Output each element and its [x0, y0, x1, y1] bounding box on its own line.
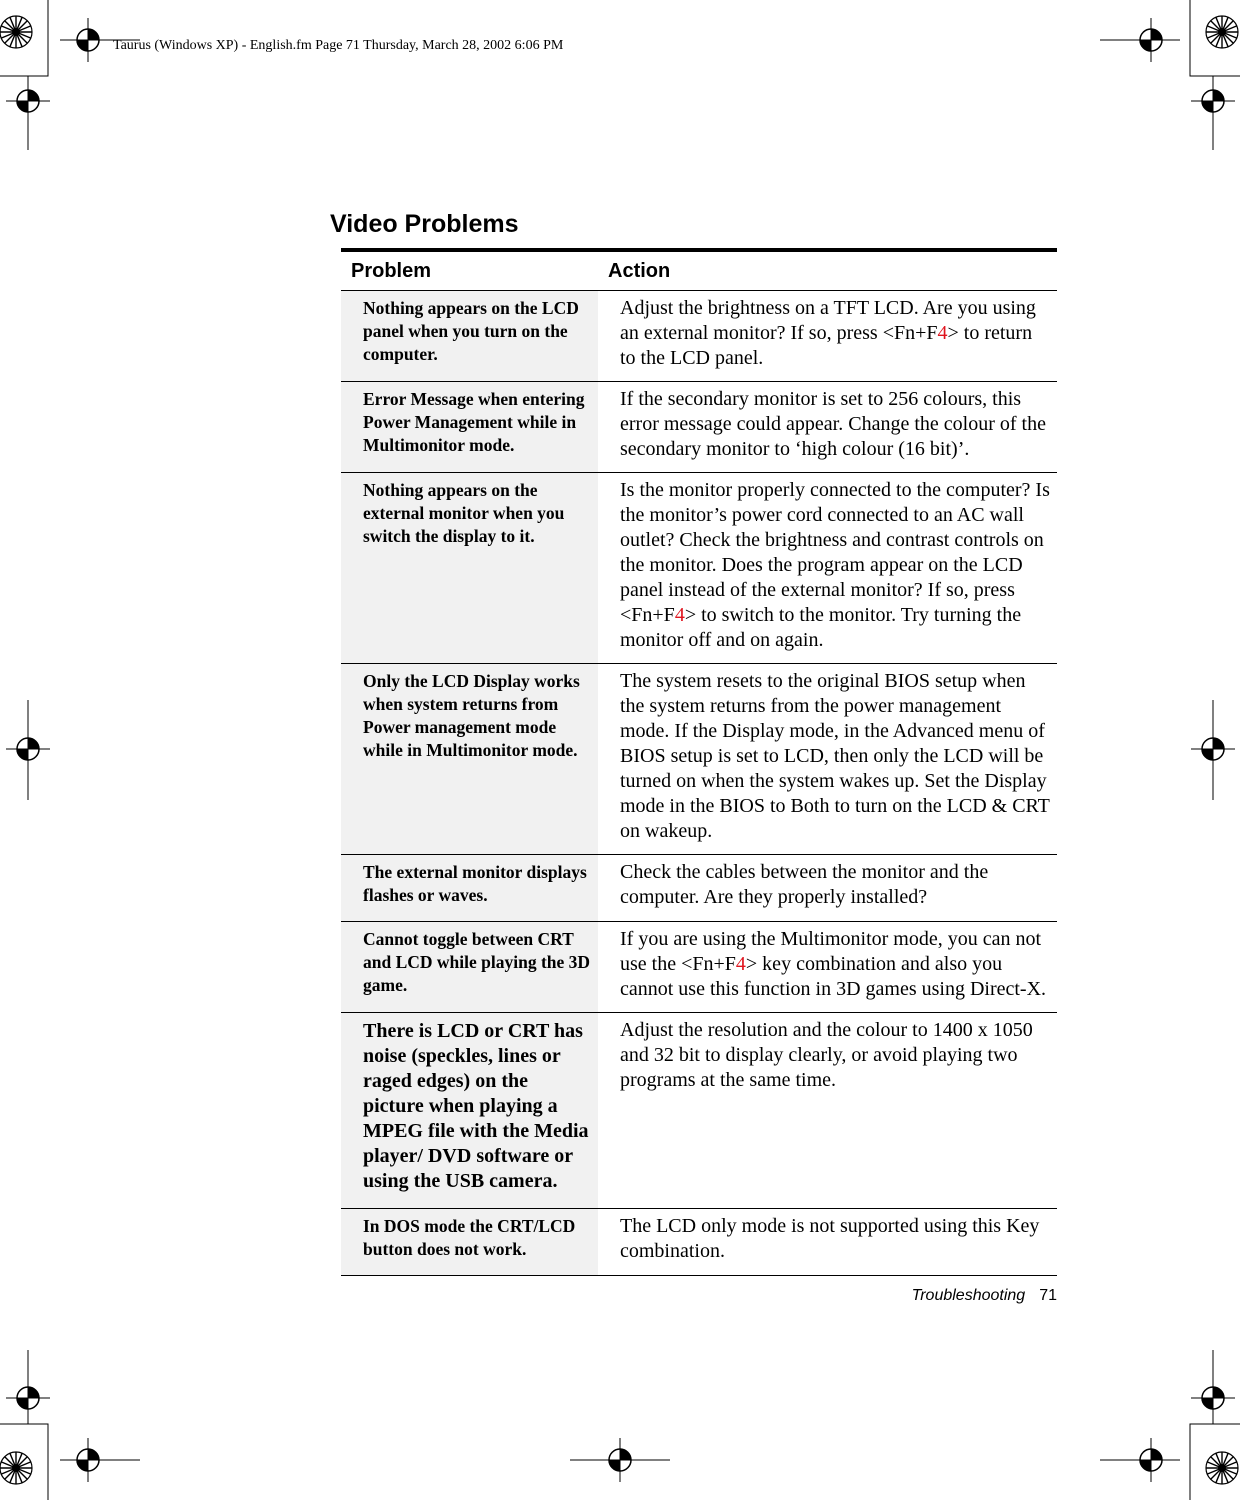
page-footer — [912, 1287, 1057, 1305]
color-target-icon — [0, 1452, 32, 1484]
action-cell — [598, 291, 1057, 381]
registration-mark-icon — [6, 76, 50, 150]
registration-mark-icon — [60, 1438, 140, 1482]
action-text: Is the monitor properly connected to the computer? Is the monitor’s power cord connected to an AC wall outlet? Check the brightness and contrast controls on the monitor. Does the program appear on the LCD panel instead of the external monitor? If so, press <Fn+F — [620, 479, 1050, 626]
registration-mark-icon — [1191, 700, 1235, 800]
problem-cell: Error Message when entering Power Management while in Multimonitor mode. — [341, 382, 598, 472]
action-cell — [598, 382, 1057, 472]
function-key-number: 4 — [937, 322, 948, 344]
registration-mark-icon — [1100, 1438, 1180, 1482]
function-key-number: 4 — [735, 953, 746, 975]
table-header — [341, 252, 1057, 291]
registration-mark-icon — [1191, 76, 1235, 150]
table-row — [341, 382, 1057, 473]
action-text: If you are using the Multimonitor mode, you can not use the <Fn+F — [620, 928, 1042, 975]
problem-cell: Cannot toggle between CRT and LCD while playing the 3D game. — [341, 922, 598, 1012]
table-row — [341, 664, 1057, 855]
color-target-icon — [1206, 16, 1238, 48]
footer-section: Troubleshooting — [911, 1287, 1026, 1304]
color-target-icon — [0, 16, 32, 48]
action-cell — [598, 473, 1057, 663]
action-text: Adjust the resolution and the colour to 1400 x 1050 and 32 bit to display clearly, or avoid playing two programs at the same time. — [620, 1019, 1033, 1091]
color-target-icon — [1206, 1452, 1238, 1484]
action-text: Check the cables between the monitor and the computer. Are they properly installed? — [620, 861, 989, 908]
print-slug: Taurus (Windows XP) - English.fm Page 71 Thursday, March 28, 2002 6:06 PM — [113, 38, 564, 53]
registration-mark-icon — [6, 700, 50, 800]
action-cell — [598, 664, 1057, 854]
problem-cell: There is LCD or CRT has noise (speckles, lines or raged edges) on the picture when playing a MPEG file with the Media player/ DVD software or using the USB camera. — [341, 1013, 598, 1208]
problem-cell: Only the LCD Display works when system returns from Power management mode while in Multimonitor mode. — [341, 664, 598, 854]
action-text: Adjust the brightness on a TFT LCD. Are you using an external monitor? If so, press <Fn+F — [620, 297, 1036, 344]
header-action: Action — [608, 259, 671, 282]
action-text: > key combination and also you cannot use this function in 3D games using Direct-X. — [620, 953, 1047, 1000]
action-text: If the secondary monitor is set to 256 colours, this error message could appear. Change the colour of the secondary monitor to ‘high colour (16 bit)’. — [620, 388, 1046, 460]
action-cell — [598, 922, 1057, 1012]
table-row — [341, 291, 1057, 382]
table-row — [341, 855, 1057, 922]
action-text: > to switch to the monitor. Try turning the monitor off and on again. — [620, 604, 1022, 651]
table-row — [341, 1013, 1057, 1209]
problem-cell: The external monitor displays flashes or waves. — [341, 855, 598, 921]
table-row — [341, 1209, 1057, 1276]
function-key-number: 4 — [674, 604, 685, 626]
registration-mark-icon — [1100, 18, 1180, 62]
problem-cell: In DOS mode the CRT/LCD button does not work. — [341, 1209, 598, 1275]
video-problems-table — [341, 248, 1057, 1276]
table-row — [341, 922, 1057, 1013]
action-text: The LCD only mode is not supported using this Key combination. — [620, 1215, 1040, 1262]
table-row — [341, 473, 1057, 664]
page-number: 71 — [1039, 1287, 1057, 1304]
section-title: Video Problems — [330, 210, 519, 238]
header-problem: Problem — [351, 259, 432, 282]
registration-mark-icon — [570, 1438, 670, 1482]
action-text: The system resets to the original BIOS setup when the system returns from the power management mode. If the Display mode, in the Advanced menu of BIOS setup is set to LCD, then only the LCD will be turned on when the system wakes up. Set the Display mode in the BIOS to Both to turn on the LCD & CRT on wakeup. — [620, 670, 1050, 842]
registration-mark-icon — [6, 1350, 50, 1424]
problem-cell: Nothing appears on the LCD panel when you turn on the computer. — [341, 291, 598, 381]
action-cell — [598, 1209, 1057, 1275]
registration-mark-icon — [1191, 1350, 1235, 1424]
problem-cell: Nothing appears on the external monitor when you switch the display to it. — [341, 473, 598, 663]
action-cell — [598, 855, 1057, 921]
action-cell — [598, 1013, 1057, 1208]
action-text: > to return to the LCD panel. — [620, 322, 1033, 369]
